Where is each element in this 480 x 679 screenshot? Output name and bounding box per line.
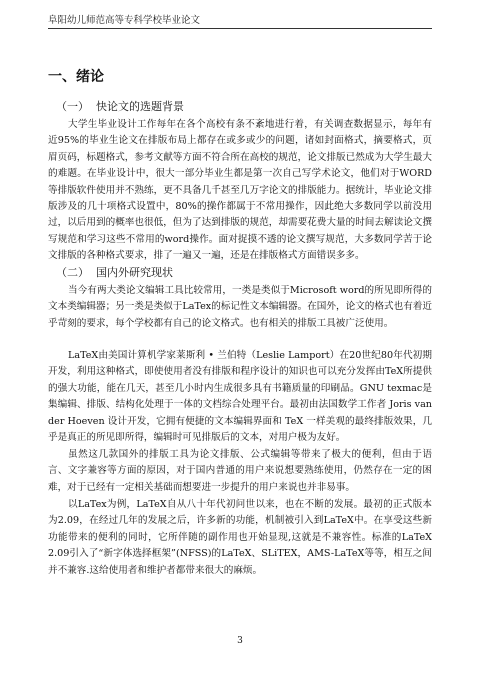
section-title: 国内外研究现状	[96, 266, 173, 279]
body-paragraph: 以LaTex为例，LaTeX自从八十年代初问世以来，也在不断的发展。最初的正式版本为2.09，在经过几年的发展之后，许多新的功能，机制被引入到LaTeX中。在享受这些新功能带来的便利的同时，它所伴随的副作用也开始显现,这就是不兼容性。标准的LaTeX 2.09引入了“新字体选择框架”(NFSS)的LaTeX、SLiTEX，AMS-LaTeX等等，相互之间并不兼容.这给使用者和维护者都带来很大的麻烦。	[48, 499, 432, 576]
section-heading-2	[56, 264, 173, 280]
section-number: （一）	[56, 100, 89, 113]
header-divider	[48, 28, 432, 29]
section-heading-1	[56, 98, 184, 114]
body-paragraph: LaTeX由美国计算机学家莱斯利 • 兰伯特（Leslie Lamport）在20世纪80年代初期开发，利用这种格式，即使使用者没有排版和程序设计的知识也可以充分发挥由TeX所提供的强大功能，能在几天，甚至几小时内生成很多具有书籍质量的印刷品。GNU texmac是集编辑、排版、结构化处理于一体的文档综合处理平台。最初由法国数学工作者 Joris van der Hoeven 设计开发，它拥有便捷的文本编辑界面和 TeX 一样美观的最终排版效果，几乎是真正的所见即所得，编辑时可见排版后的文本，对用户极为友好。	[48, 350, 432, 444]
running-header: 阜阳幼儿师范高等专科学校毕业论文	[48, 15, 201, 26]
body-paragraph: 大学生毕业设计工作每年在各个高校有条不紊地进行着，有关调查数据显示，每年有近95%的毕业生论文在排版布局上都存在或多或少的问题，诸如封面格式，摘要格式，页眉页码，标题格式，参考文献等方面不符合所在高校的规范，论文排版已然成为大学生最大的难题。在毕业设计中，很大一部分毕业生都是第一次自己写学术论文，他们对于WORD等排版软件使用并不熟练，更不具备几千甚至几万字论文的排版能力。据统计，毕业论文排版涉及的几十项格式设置中，80%的操作都属于不常用操作，因此绝大多数同学以前没用过，以后用到的概率也很低，但为了达到排版的规范，却需要花费大量的时间去解读论文撰写规范和学习这些不常用的word操作。面对捉摸不透的论文撰写规范，大多数同学苦于论文排版的各种格式要求，排了一遍又一遍，还是在排版格式方面错误多多。	[48, 119, 432, 262]
page-number: 3	[237, 636, 243, 646]
body-paragraph: 当今有两大类论文编辑工具比较常用，一类是类似于Microsoft word的所见即所得的文本类编辑器；另一类是类似于LaTex的标记性文本编辑器。在国外，论文的格式也有着近乎苛刻的要求，每个学校都有自己的论文格式。也有相关的排版工具被广泛使用。	[48, 285, 432, 329]
chapter-title: 一、绪论	[48, 69, 104, 85]
body-paragraph: 虽然这几款国外的排版工具为论文排版、公式编辑等带来了极大的便利，但由于语言、文字兼容等方面的原因，对于国内普通的用户来说想要熟练使用，仍然存在一定的困难，对于已经有一定相关基础而想要进一步提升的用户来说也并非易事。	[48, 449, 432, 493]
section-number: （二）	[56, 266, 89, 279]
section-title: 快论文的选题背景	[96, 100, 184, 113]
